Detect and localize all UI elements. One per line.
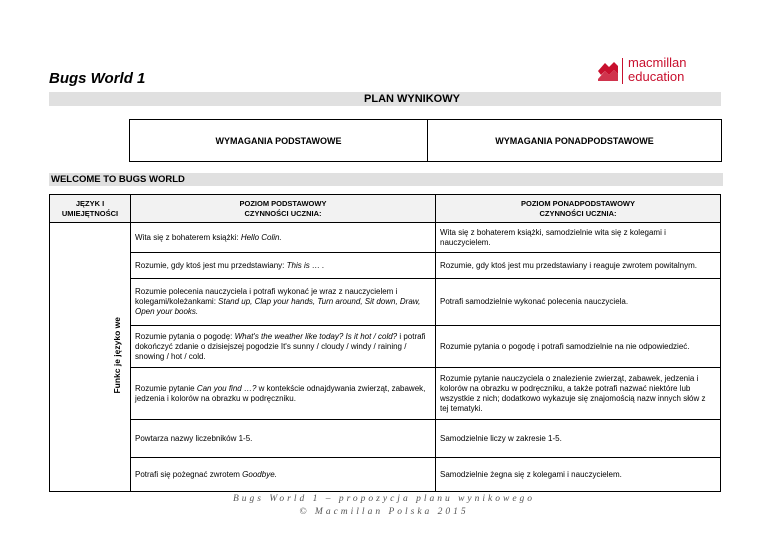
table-row bbox=[50, 326, 721, 368]
advanced-cell: Potrafi samodzielnie wykonać polecenia nauczyciela. bbox=[436, 279, 721, 326]
logo-divider bbox=[622, 58, 623, 84]
col-language-skills: JĘZYK I UMIEJĘTNOŚCI bbox=[50, 195, 131, 223]
table-header-row bbox=[50, 195, 721, 223]
basic-cell: Powtarza nazwy liczebników 1-5. bbox=[131, 420, 436, 458]
side-label: Funkc je języko we bbox=[112, 317, 122, 394]
table-row bbox=[50, 420, 721, 458]
table-row bbox=[50, 368, 721, 420]
requirements-basic: WYMAGANIA PODSTAWOWE bbox=[130, 120, 428, 161]
advanced-cell: Rozumie pytania o pogodę i potrafi samodzielnie na nie odpowiedzieć. bbox=[436, 326, 721, 368]
section-title: WELCOME TO BUGS WORLD bbox=[49, 173, 723, 186]
basic-cell: Rozumie pytanie Can you find …? w kontekście odnajdywania zwierząt, zabawek, jedzenia i kolorów na obrazku w podręczniku. bbox=[131, 368, 436, 420]
advanced-cell: Samodzielnie liczy w zakresie 1-5. bbox=[436, 420, 721, 458]
basic-cell: Rozumie, gdy ktoś jest mu przedstawiany: This is … . bbox=[131, 253, 436, 279]
footer-line-1: Bugs World 1 – propozycja planu wynikowego bbox=[232, 494, 536, 504]
plan-title-band bbox=[49, 92, 721, 106]
advanced-cell: Rozumie, gdy ktoś jest mu przedstawiany i reaguje zwrotem powitalnym. bbox=[436, 253, 721, 279]
side-label-cell bbox=[50, 223, 131, 492]
table-row bbox=[50, 223, 721, 253]
plan-title: PLAN WYNIKOWY bbox=[364, 93, 460, 105]
table-row bbox=[50, 458, 721, 492]
requirements-advanced: WYMAGANIA PONADPODSTAWOWE bbox=[495, 135, 654, 146]
basic-cell: Rozumie pytania o pogodę: What's the weather like today? Is it hot / cold? i potrafi dokończyć zdanie o dzisiejszej pogodzie It's sunny / cloudy / windy / raining / snowing / hot / cold. bbox=[131, 326, 436, 368]
advanced-cell: Rozumie pytanie nauczyciela o znalezienie zwierząt, zabawek, jedzenia i kolorów na obrazku w podręczniku, a także potrafi nazwać niektóre lub wszystkie z nich; dodatkowo wykazuje się znajomością nazw innych słów z tej tematyki. bbox=[436, 368, 721, 420]
table-row bbox=[50, 279, 721, 326]
brand-name: macmillan education bbox=[628, 55, 687, 84]
basic-cell: Wita się z bohaterem książki: Hello Colin. bbox=[131, 223, 436, 253]
advanced-cell: Samodzielnie żegna się z kolegami i nauczycielem. bbox=[436, 458, 721, 492]
basic-cell: Rozumie polecenia nauczyciela i potrafi wykonać je wraz z nauczycielem i kolegami/koleżankami: Stand up, Clap your hands, Turn around, Sit down, Draw, Open your books. bbox=[131, 279, 436, 326]
col-basic-level: POZIOM PODSTAWOWY CZYNNOŚCI UCZNIA: bbox=[131, 195, 436, 223]
doc-title: Bugs World 1 bbox=[49, 70, 146, 87]
outcomes-table bbox=[49, 194, 721, 492]
table-row bbox=[50, 253, 721, 279]
basic-cell: Potrafi się pożegnać zwrotem Goodbye. bbox=[131, 458, 436, 492]
footer-line-2: © Macmillan Polska 2015 bbox=[299, 507, 469, 517]
col-advanced-level: POZIOM PONADPODSTAWOWY CZYNNOŚCI UCZNIA: bbox=[436, 195, 721, 223]
requirements-header bbox=[129, 119, 722, 162]
advanced-cell: Wita się z bohaterem książki, samodzielnie wita się z kolegami i nauczycielem. bbox=[436, 223, 721, 253]
